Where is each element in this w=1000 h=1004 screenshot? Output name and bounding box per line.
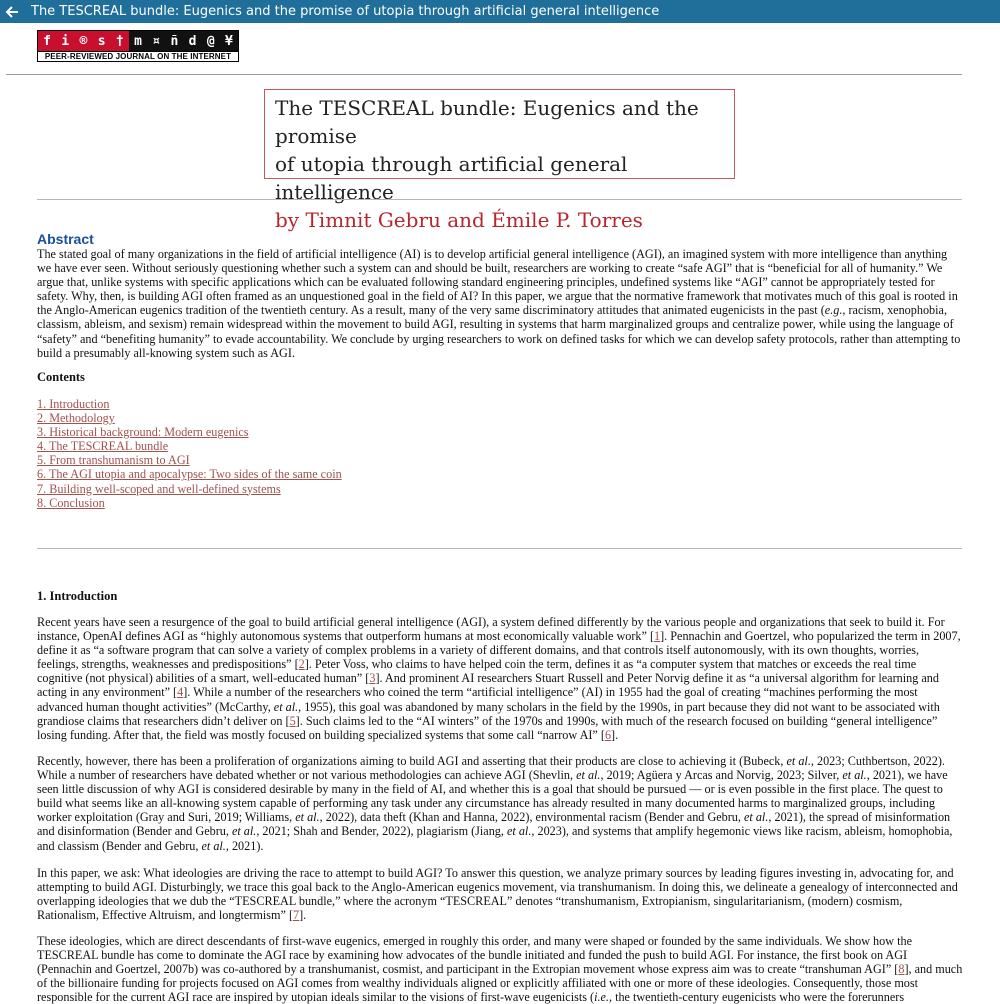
arrow-left-icon [5, 5, 19, 19]
reference-link[interactable]: 2 [298, 657, 305, 672]
reference-link[interactable]: 8 [898, 962, 905, 977]
logo-letter: i [56, 31, 74, 51]
contents-link-agi-utopia[interactable]: 6. The AGI utopia and apocalypse: Two sides of the same coin [37, 467, 342, 482]
reference-link[interactable]: 5 [289, 713, 296, 728]
logo-subtitle: PEER-REVIEWED JOURNAL ON THE INTERNET [38, 51, 238, 62]
abstract-text: The stated goal of many organizations in the field of artificial intelligence (AI) is to develop artificial general intelligence (AGI), an imagined system with more intelligence than anything we have ever seen. Without seriously questioning whether such a system can and should be built, researchers are working to create “safe AGI” that is “beneficial for all of humanity.” We argue that, unlike systems with specific applications which can be evaluated following standard engineering principles, undefined systems like “AGI” cannot be appropriately tested for safety. Why, then, is building AGI often framed as an unquestioned goal in the field of AI? In this paper, we argue that the normative framework that motivates much of this goal is rooted in the Anglo-American eugenics tradition of the twentieth century. As a result, many of the very same discriminatory attitudes that animated eugenicists in the past (e.g., racism, xenophobia, classism, ableism, and sexism) remain widespread within the movement to build AGI, resulting in systems that harm marginalized groups and centralize power, while using the language of “safety” and “benefiting humanity” to evade accountability. We conclude by urging researchers to work on defined tasks for which we can develop safety protocols, rather than attempting to build a presumably all-knowing system such as AGI. [37, 247, 961, 360]
reference-link[interactable]: 4 [177, 685, 184, 700]
intro-paragraph-3: In this paper, we ask: What ideologies are driving the race to attempt to build AGI? To answer this question, we analyze primary sources by leading figures investing in, advocating for, and attempting to build AGI. Disturbingly, we trace this goal back to the Anglo-American eugenics movement, via transhumanism. In doing this, we delineate a genealogy of interconnected and overlapping ideologies that we dub the “TESCREAL bundle,” where the acronym “TESCREAL” denotes “transhumanism, Extropianism, singularitarianism, (modern) cosmism, Rationalism, Effective Altruism, and longtermism” [7]. [37, 866, 958, 923]
divider [37, 548, 962, 549]
logo-letter: s [93, 31, 111, 51]
journal-logo[interactable] [37, 30, 239, 62]
logo-letter: f [38, 31, 56, 51]
intro-paragraph-1: Recent years have seen a resurgence of the goal to build artificial general intelligence (AGI), a system defined differently by the various people and organizations that seek to build it. For instance, OpenAI defines AGI as “highly autonomous systems that outperform humans at most economically valuable work” [1]. Pennachin and Goertzel, who popularized the term in 2007, define it as “a software program that can solve a variety of complex problems in a variety of different domains, and that controls itself autonomously, with its own thoughts, worries, feelings, strengths, weaknesses and predispositions” [2]. Peter Voss, who claims to have helped coin the term, defines it as “a computer system that matches or exceeds the real time cognitive (not physical) abilities of a smart, well-educated human” [3]. And prominent AI researchers Stuart Russell and Peter Norvig define it as “a universal algorithm for learning and acting in any environment” [4]. While a number of the researchers who coined the term “artificial intelligence” (AI) in 1955 had the goal of creating “machines performing the most advanced human thought activities” (McCarthy, et al., 1955), this goal was abandoned by many scholars in the field by the 1990s, in part because they did not want to be associated with grandiose claims that researchers didn’t deliver on [5]. Such claims led to the “AI winters” of the 1970s and 1990s, with much of the research focused on building “general intelligence” losing funding. After that, the field was mostly focused on building specialized systems that some call “narrow AI” [6]. [37, 615, 961, 742]
divider [37, 199, 962, 200]
top-bar [0, 0, 1000, 23]
article-title-line: The TESCREAL bundle: Eugenics and the promise [275, 96, 699, 148]
reference-link[interactable]: 3 [369, 671, 376, 686]
contents-heading: Contents [37, 370, 85, 384]
reference-link[interactable]: 7 [293, 908, 300, 923]
contents-link-conclusion[interactable]: 8. Conclusion [37, 495, 105, 510]
logo-letter: @ [202, 31, 220, 51]
section-heading-introduction: 1. Introduction [37, 589, 118, 603]
logo-letter: † [111, 31, 129, 51]
contents-list [37, 397, 342, 510]
divider [6, 74, 962, 75]
page-title: The TESCREAL bundle: Eugenics and the promise of utopia through artificial general intelligence [31, 4, 660, 19]
logo-letter: ® [74, 31, 92, 51]
reference-link[interactable]: 1 [654, 629, 661, 644]
intro-paragraph-4: These ideologies, which are direct descendants of first-wave eugenics, emerged in roughly this order, and many were shaped or founded by the same individuals. We show how the TESCREAL bundle has come to dominate the AGI race by examining how advocates of the bundle initiated and funded the push to build AGI. For instance, the first book on AGI (Pennachin and Goertzel, 2007b) was co-authored by a transhumanist, cosmist, and participant in the Extropian movement whose express aim was to create “transhuman AGI” [8], and much of the billionaire funding for projects focused on AGI comes from wealthy individuals aligned or explicitly affiliated with one or more of these ideologies. Consequently, those most responsible for the current AGI race are inspired by utopian ideals similar to the visions of first-wave eugenicists (i.e., the twentieth-century eugenicists who were the forerunners [37, 934, 963, 1004]
logo-letter: ¥ [220, 31, 238, 51]
logo-letter: ñ [165, 31, 183, 51]
logo-letter: d [184, 31, 202, 51]
reference-link[interactable]: 6 [604, 727, 612, 742]
contents-link-methodology[interactable]: 2. Methodology [37, 411, 115, 426]
contents-link-historical-background[interactable]: 3. Historical background: Modern eugenics [37, 425, 249, 440]
intro-paragraph-2: Recently, however, there has been a proliferation of organizations aiming to build AGI and asserting that their products are close to achieving it (Bubeck, et al., 2023; Cuthbertson, 2022). While a number of researchers have debated whether or not various methodologies can achieve AGI (Shevlin, et al., 2019; Agüera y Arcas and Norvig, 2023; Silver, et al., 2021), we have seen little discussion of why AGI is considered desirable by many in the field of AI, and whether this is a goal that should be pursued — or is even possible in the first place. The quest to build what seems like an all-knowing system capable of performing any task under any circumstance has already resulted in many documented harms to marginalized groups, including worker exploitation (Gray and Suri, 2019; Williams, et al., 2022), data theft (Khan and Hanna, 2022), environmental racism (Bender and Gebru, et al., 2021), the spread of misinformation and disinformation (Bender and Gebru, et al., 2021; Shah and Bender, 2022), plagiarism (Jiang, et al., 2023), and systems that amplify hegemonic views like racism, ableism, homophobia, and classism (Bender and Gebru, et al., 2021). [37, 754, 953, 853]
contents-link-well-scoped-systems[interactable]: 7. Building well-scoped and well-defined systems [37, 481, 281, 496]
article-title-box [264, 89, 735, 232]
back-button[interactable] [0, 0, 24, 23]
contents-link-tescreal-bundle[interactable]: 4. The TESCREAL bundle [37, 439, 169, 454]
logo-letter: m [129, 31, 147, 51]
article-title-line: of utopia through artificial general intelligence [275, 152, 628, 204]
contents-link-transhumanism[interactable]: 5. From transhumanism to AGI [37, 453, 190, 468]
abstract-heading: Abstract [37, 231, 94, 247]
contents-link-introduction[interactable]: 1. Introduction [37, 397, 110, 411]
logo-letters [38, 31, 238, 51]
logo-letter: ¤ [147, 31, 165, 51]
article-byline: by Timnit Gebru and Émile P. Torres [275, 208, 643, 232]
